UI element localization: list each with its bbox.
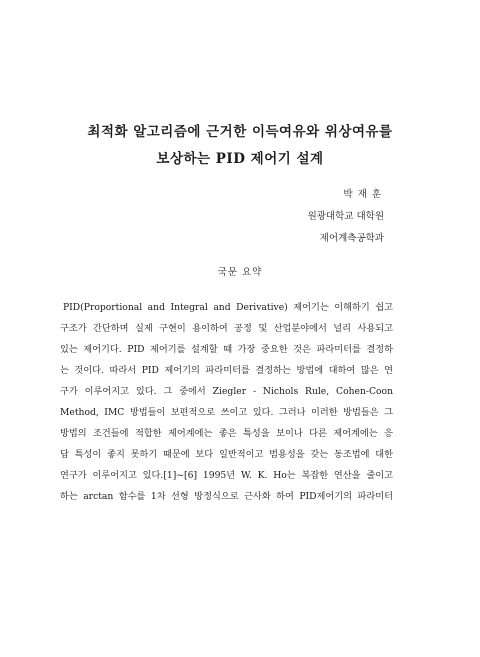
abstract-heading: 국문 요약 bbox=[217, 267, 263, 278]
title-line-2: 보상하는 PID 제어기 설계 bbox=[156, 151, 324, 167]
author-name: 박 재 훈 bbox=[343, 189, 382, 200]
abstract-line: 연구가 이루어지고 있다.[1]~[6] 1995년 W. K. Ho는 복잡한 연산을 줄이고 bbox=[60, 470, 393, 481]
abstract-line: PID(Proportional and Integral and Derivative) 제어기는 이해하기 쉽고 bbox=[63, 302, 393, 313]
author-school: 원광대학교 대학원 bbox=[307, 211, 384, 222]
abstract-line: 구조가 간단하며 실제 구현이 용이하여 공정 및 산업분야에서 널리 사용되고 bbox=[60, 323, 393, 334]
abstract-line: 구가 이루어지고 있다. 그 중에서 Ziegler - Nichols Rule, Cohen-Coon bbox=[60, 386, 393, 397]
abstract-line: 방법의 조건들에 적합한 제어계에는 좋은 특성을 보이나 다른 제어계에는 응 bbox=[60, 428, 393, 439]
abstract-line: 는 것이다. 따라서 PID 제어기의 파라미터를 결정하는 방법에 대하여 많은 연 bbox=[60, 365, 393, 376]
abstract-line: 답 특성이 좋지 못하기 때문에 보다 일반적이고 범용성을 갖는 동조법에 대한 bbox=[60, 449, 393, 460]
abstract-line: 하는 arctan 함수를 1차 선형 방정식으로 근사화 하여 PID제어기의 파라미터 bbox=[60, 491, 393, 502]
author-department: 제어계측공학과 bbox=[319, 233, 384, 244]
abstract-line: 있는 제어기다. PID 제어기를 설계할 때 가장 중요한 것은 파라미터를 결정하 bbox=[60, 344, 393, 355]
title-line-1: 최적화 알고리즘에 근거한 이득여유와 위상여유를 bbox=[87, 124, 393, 140]
abstract-line: Method, IMC 방법들이 보편적으로 쓰이고 있다. 그러나 이러한 방법들은 그 bbox=[60, 407, 393, 418]
abstract-body bbox=[60, 300, 393, 510]
